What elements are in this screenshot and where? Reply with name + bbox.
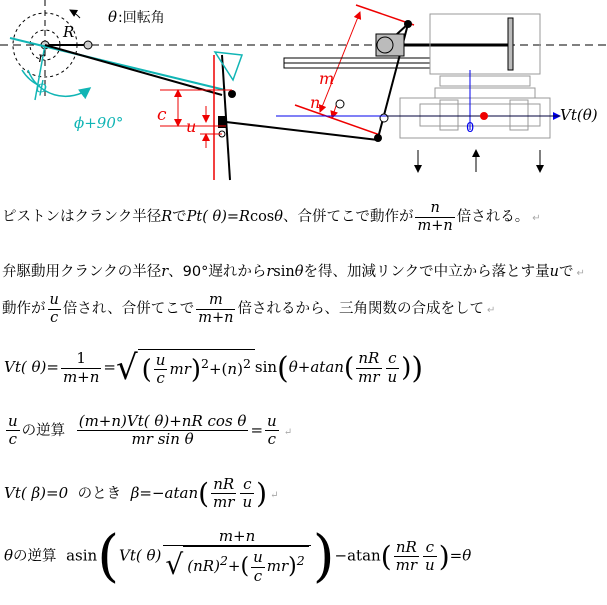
math-fragment: c <box>8 430 18 449</box>
phi-label: ϕ <box>36 77 47 96</box>
math-fragment: +( <box>208 359 228 378</box>
math-fragment: mr <box>358 367 380 386</box>
math-fragment: の逆算 <box>13 548 57 565</box>
math-fragment: m <box>196 292 235 310</box>
rotation-label: :回転角 <box>118 10 165 26</box>
diagram-shape <box>380 114 388 122</box>
math-fragment: sin <box>273 264 295 280</box>
math-fragment: 2 <box>296 553 305 569</box>
math-fragment: √ <box>165 548 184 582</box>
math-fragment: θ <box>294 264 304 280</box>
diagram-shape <box>215 52 242 80</box>
math-fragment: u <box>387 367 398 386</box>
math-fragment: u <box>549 264 560 280</box>
math-fragment: 2 <box>242 355 251 371</box>
fraction <box>394 539 419 575</box>
combination-lever <box>295 5 414 142</box>
fraction <box>415 200 454 234</box>
math-fragment: mr <box>169 359 191 378</box>
math-fragment: θ <box>4 546 14 565</box>
math-fragment: ) <box>411 350 424 386</box>
equation-uc-inverse <box>4 413 292 449</box>
equation-beta <box>4 476 278 512</box>
math-fragment: Vt( θ)= <box>4 358 59 376</box>
math-fragment: θ+atan <box>288 358 344 376</box>
m-label: m <box>319 69 335 88</box>
math-fragment: 倍されるから、三角関数の合成をして <box>237 301 484 318</box>
fraction <box>77 413 249 449</box>
math-fragment: u <box>425 556 435 574</box>
math-fragment: 1 <box>61 350 101 368</box>
math-fragment: 倍される。 <box>456 209 530 226</box>
math-fragment: (nR) <box>187 557 220 576</box>
math-fragment: m+n <box>62 367 100 386</box>
diagram-shape <box>480 112 488 120</box>
math-fragment: c <box>267 430 277 449</box>
math-fragment: のとき <box>77 485 122 502</box>
r-label: r <box>38 50 45 66</box>
fraction <box>196 292 235 326</box>
diagram-shape <box>45 45 222 95</box>
diagram-shape <box>228 90 236 98</box>
math-fragment: ↵ <box>283 426 293 438</box>
diagram-shape <box>320 12 360 112</box>
math-fragment: mr <box>266 557 289 576</box>
vt-label: Vt(θ) <box>560 106 598 124</box>
math-fragment: ) <box>256 477 268 511</box>
theta-label: θ <box>108 8 118 26</box>
math-fragment: c <box>156 369 165 387</box>
diagram-shape <box>404 20 412 28</box>
diagram-shape <box>435 88 535 98</box>
fraction <box>154 352 168 388</box>
math-fragment: 倍され、合併てこで <box>62 301 195 318</box>
math-fragment: β=−atan <box>130 483 199 502</box>
math-fragment: (m+n)Vt( θ)+nR cos θ <box>78 412 247 430</box>
text-line-3 <box>2 292 495 326</box>
math-fragment: mr <box>213 493 235 512</box>
math-fragment: c <box>240 476 254 494</box>
fraction <box>251 549 265 585</box>
math-fragment: ↵ <box>532 213 541 225</box>
math-fragment: ) <box>288 554 297 580</box>
math-fragment: ) <box>312 524 335 589</box>
math-fragment: ( <box>343 353 355 383</box>
zero-label: 0 <box>466 121 475 136</box>
math-fragment: ) <box>401 353 412 383</box>
math-fragment: r <box>266 264 274 280</box>
math-fragment: 2 <box>201 355 209 371</box>
fraction <box>423 539 437 575</box>
diagram-shape <box>295 105 380 135</box>
diagram-shape <box>508 18 513 70</box>
math-fragment <box>163 546 310 585</box>
math-fragment: mr sin θ <box>131 430 194 449</box>
math-fragment: c <box>50 309 59 326</box>
math-fragment: θ <box>274 209 283 226</box>
c-label: c <box>157 105 167 125</box>
math-fragment: =θ <box>449 546 472 565</box>
math-fragment: c <box>386 350 400 368</box>
math-fragment: m+n <box>198 309 234 326</box>
math-fragment: = <box>103 358 116 376</box>
math-fragment: √ <box>115 348 138 388</box>
text-line-2 <box>2 260 585 281</box>
math-fragment: ( <box>380 540 392 573</box>
math-fragment: −atan <box>334 546 381 565</box>
math-fragment: ( <box>277 350 289 386</box>
math-fragment <box>183 546 308 585</box>
fraction <box>356 350 381 386</box>
math-fragment: ( <box>240 554 250 580</box>
math-fragment: ( <box>198 477 210 511</box>
math-fragment: mr <box>395 556 418 574</box>
diagram-shape <box>336 100 344 108</box>
n-label: n <box>310 93 321 112</box>
phi90-label: ϕ+90° <box>74 114 124 132</box>
math-fragment: Vt( θ) <box>119 546 162 565</box>
math-fragment: n <box>227 359 238 378</box>
math-fragment: の逆算 <box>21 422 66 439</box>
math-fragment: u <box>155 350 166 369</box>
math-fragment <box>138 349 255 388</box>
math-fragment: sin <box>254 358 278 376</box>
fraction <box>211 476 236 512</box>
math-fragment: asin <box>66 546 98 565</box>
math-fragment: ピストンはクランク半径 <box>2 209 162 226</box>
math-fragment: + <box>227 557 241 576</box>
u-label: u <box>186 117 197 136</box>
math-fragment: ↵ <box>270 489 279 501</box>
math-fragment: n <box>415 200 454 218</box>
math-fragment: ) <box>190 354 202 385</box>
math-fragment: = <box>250 420 264 439</box>
math-fragment: ) <box>438 540 450 573</box>
math-fragment: ) <box>237 359 243 378</box>
math-fragment: を得、加減リンクで中立から落とす量 <box>303 264 550 280</box>
math-fragment: 弁駆動用クランクの半径 <box>2 264 162 280</box>
math-fragment: R <box>161 209 173 226</box>
diagram-shape <box>70 10 80 18</box>
math-fragment: ↵ <box>576 268 585 279</box>
math-fragment: u <box>242 493 253 512</box>
text-line-1 <box>2 200 541 234</box>
math-fragment: nR <box>211 476 236 494</box>
equation-vt <box>4 348 423 388</box>
math-fragment: u <box>49 292 59 308</box>
math-fragment: u <box>8 412 18 430</box>
math-fragment: で <box>172 209 187 226</box>
diagram-shape <box>377 37 393 53</box>
equation-theta-inverse <box>4 524 471 589</box>
math-fragment: 、90°遅れから <box>168 264 267 280</box>
math-fragment: u <box>253 548 263 567</box>
math-fragment: ( <box>97 524 120 589</box>
diagram-shape <box>226 122 378 140</box>
fraction <box>6 413 20 449</box>
math-fragment: 動作が <box>2 301 46 318</box>
math-fragment: Pt( θ)= <box>186 209 240 226</box>
math-fragment: 、合併てこで動作が <box>282 209 414 226</box>
math-fragment: ↵ <box>486 305 496 317</box>
math-fragment: c <box>253 566 263 585</box>
fraction <box>386 350 400 386</box>
diagram-shape <box>374 134 382 142</box>
fraction <box>265 413 279 449</box>
math-fragment: 2 <box>219 553 228 569</box>
cylinder-block <box>400 14 550 138</box>
diagram-shape <box>84 41 92 49</box>
valve-gear-diagram <box>0 0 607 185</box>
fraction <box>240 476 254 512</box>
math-fragment: r <box>161 264 169 280</box>
diagram-shape <box>420 104 540 126</box>
math-fragment: m+n <box>417 217 453 234</box>
R-label: R <box>63 23 75 41</box>
math-fragment: cos <box>249 209 275 226</box>
math-fragment: nR <box>356 350 381 368</box>
math-fragment: nR <box>394 539 419 557</box>
math-fragment: R <box>239 209 250 226</box>
fraction <box>48 292 61 326</box>
fraction <box>163 528 310 585</box>
math-fragment: ( <box>141 354 152 385</box>
math-fragment: で <box>559 264 574 280</box>
math-fragment: c <box>423 539 437 557</box>
fraction <box>61 350 101 386</box>
diagram-shape <box>440 76 530 86</box>
math-fragment: u <box>267 412 277 430</box>
math-fragment: Vt( β)=0 <box>4 483 69 502</box>
math-fragment: m+n <box>163 528 310 546</box>
